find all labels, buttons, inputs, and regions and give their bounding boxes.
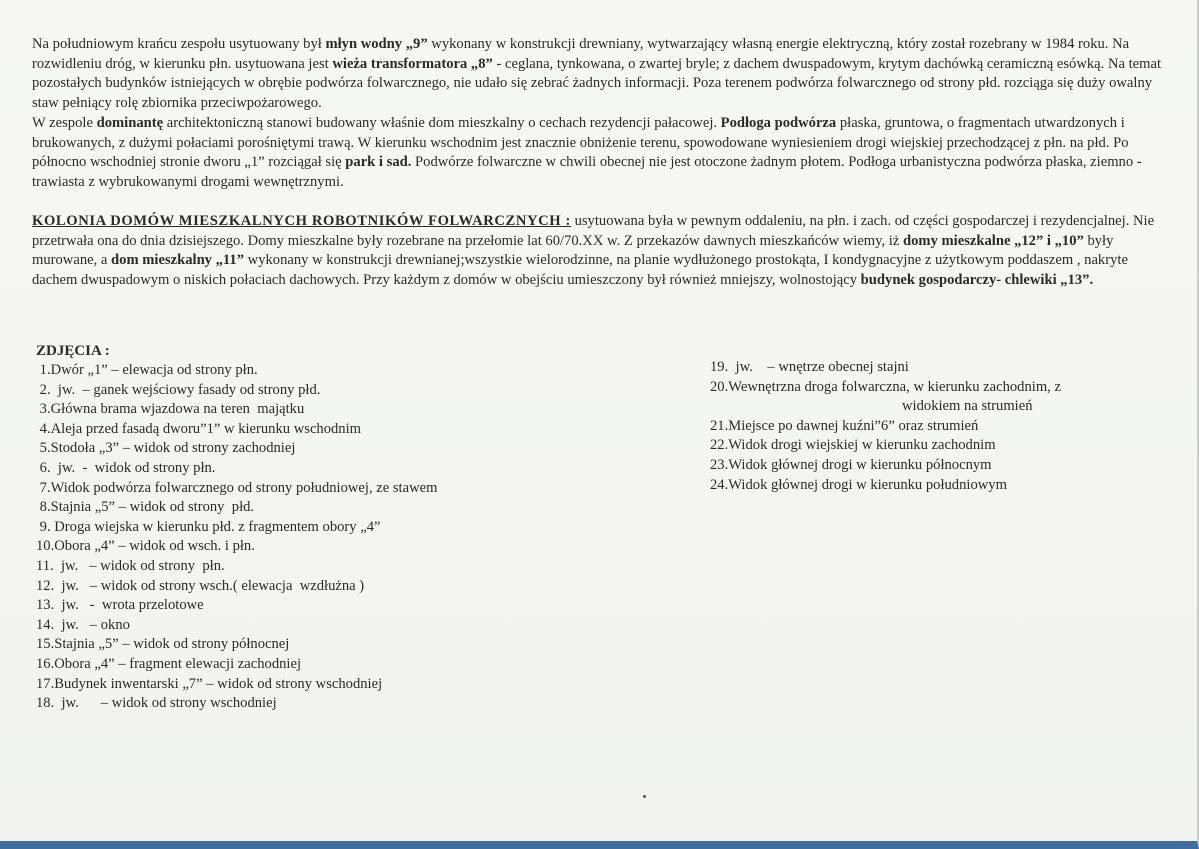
photo-list-item: 9. Droga wiejska w kierunku płd. z fragmentem obory „4” (36, 518, 381, 535)
photo-list-item: 2. jw. – ganek wejściowy fasady od strony płd. (36, 381, 321, 398)
paragraph-mill: Na południowym krańcu zespołu usytuowany był młyn wodny „9” wykonany w konstrukcji drewniany, wytwarzający własną energie elektryczną, który został rozebrany w 1984 roku. Na rozwidleniu dróg, w kierunku płn. usytuowana jest wieża transformatora „8” - ceglana, tynkowana, o zwartej bryle; z dachem dwuspadowym, krytym dachówką ceramiczną esówką. Na temat pozostałych budynków istniejących w obrębie podwórza folwarcznego, nie udało się zebrać żadnych informacji. Poza terenem podwórza folwarcznego od strony płd. rozciąga się duży owalny staw pełniący rolę zbiornika przeciwpożarowego. (32, 36, 1162, 111)
photo-list-item: 22.Widok drogi wiejskiej w kierunku zachodnim (710, 437, 996, 454)
photo-list-item: 10.Obora „4” – widok od wsch. i płn. (36, 538, 255, 555)
paragraph-colony: KOLONIA DOMÓW MIESZKALNYCH ROBOTNIKÓW FOLWARCZNYCH : usytuowana była w pewnym oddaleniu, na płn. i zach. od części gospodarczej i rezydencjalnej. Nie przetrwała ona do dnia dzisiejszego. Domy mieszkalne były rozebrane na przełomie lat 60/70.XX w. Z przekazów dawnych mieszkańców wiemy, iż domy mieszkalne „12” i „10” były murowane, a dom mieszkalny „11” wykonany w konstrukcji drewnianej;wszystkie wielorodzinne, na planie wydłużonego prostokąta, I kondygnacyjne z użytkowym poddaszem , nakryte dachem dwuspadowym o niskich połaciach dachowych. Przy każdym z domów w obejściu umieszczony był również mniejszy, wolnostojący budynek gospodarczy- chlewiki „13”. (32, 213, 1155, 288)
photo-list-item: 19. jw. – wnętrze obecnej stajni (710, 359, 909, 375)
photo-list-item: 1.Dwór „1” – elewacja od strony płn. (36, 362, 258, 378)
paragraph-dominant: W zespole dominantę architektoniczną stanowi budowany właśnie dom mieszkalny o cechach rezydencji pałacowej. Podłoga podwórza płaska, gruntowa, o fragmentach utwardzonych i brukowanych, z dużymi połaciami porośniętymi trawą. W kierunku wschodnim jest znacznie obniżenie terenu, spowodowane wyniesieniem drogi wiejskiej przechodzącej z płn. na płd. Po północno wschodniej stronie dworu „1” rozciągał się park i sad. Podwórze folwarczne w chwili obecnej nie jest otoczone żadnym płotem. Podłoga urbanistyczna podwórza płaska, ziemno - trawiasta z wybrukowanymi drogami wewnętrznymi. (32, 115, 1142, 190)
photo-list-item: 23.Widok głównej drogi w kierunku północnym (710, 456, 992, 473)
photo-list-item: 15.Stajnia „5” – widok od strony północnej (36, 636, 290, 653)
photo-list-item: 20.Wewnętrzna droga folwarczna, w kierunku zachodnim, z (710, 378, 1061, 395)
photos-heading: ZDJĘCIA : (36, 343, 110, 359)
photo-list-item: 8.Stajnia „5” – widok od strony płd. (36, 499, 255, 516)
photo-list-right (710, 358, 1160, 495)
photo-list-item: 14. jw. – okno (36, 616, 130, 633)
photo-list-item: widokiem na strumień (902, 398, 1033, 415)
photo-list-item: 18. jw. – widok od strony wschodniej (36, 695, 277, 712)
photo-list-item: 12. jw. – widok od strony wsch.( elewacja wzdłużna ) (36, 577, 365, 594)
photo-list-item: 4.Aleja przed fasadą dworu”1” w kierunku wschodnim (36, 420, 362, 437)
photo-list-item: 3.Główna brama wjazdowa na teren majątku (36, 401, 305, 418)
section-heading: KOLONIA DOMÓW MIESZKALNYCH ROBOTNIKÓW FOLWARCZNYCH : (32, 213, 571, 229)
photo-list-item: 6. jw. - widok od strony płn. (36, 459, 216, 476)
photo-list-item: 24.Widok głównej drogi w kierunku południowym (710, 476, 1007, 493)
photo-list-item: 17.Budynek inwentarski „7” – widok od strony wschodniej (36, 675, 383, 692)
photo-list-item: 7.Widok podwórza folwarcznego od strony południowej, ze stawem (36, 479, 438, 496)
photo-list-item: 16.Obora „4” – fragment elewacji zachodniej (36, 655, 301, 672)
photo-list-item: 13. jw. - wrota przelotowe (36, 597, 204, 614)
photo-list-item: 11. jw. – widok od strony płn. (36, 557, 225, 574)
speck (643, 795, 646, 798)
photo-list-item: 5.Stodoła „3” – widok od strony zachodniej (36, 440, 296, 457)
photo-list-item: 21.Miejsce po dawnej kuźni”6” oraz strumień (710, 417, 979, 434)
photo-list-left (36, 361, 676, 714)
